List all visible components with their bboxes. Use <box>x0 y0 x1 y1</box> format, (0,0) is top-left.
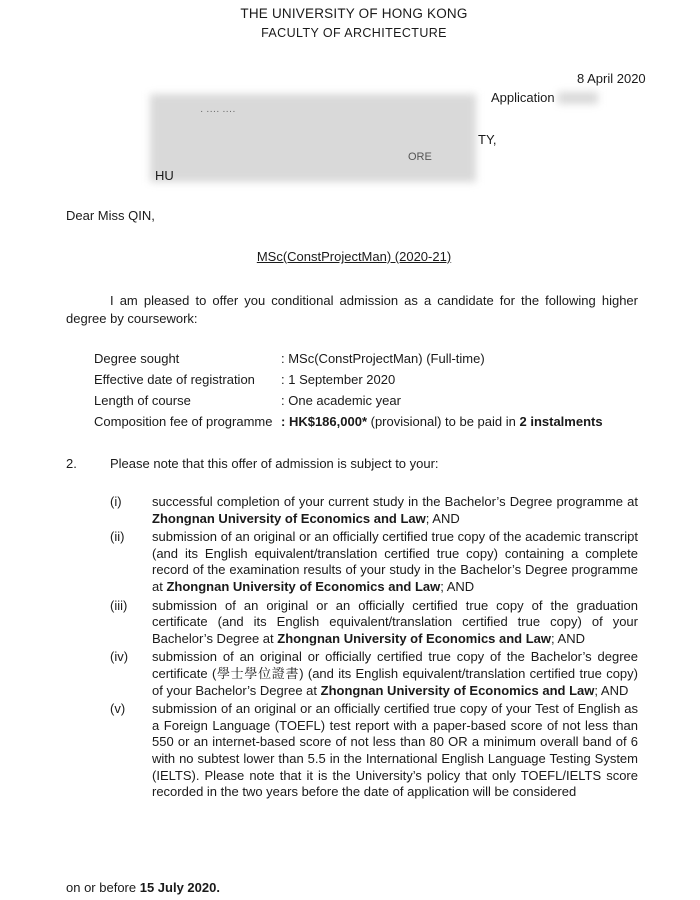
condition-number: (i) <box>110 494 122 509</box>
letter-date: 8 April 2020 <box>577 71 646 86</box>
condition-item <box>110 649 638 699</box>
programme-subject: MSc(ConstProjectMan) (2020-21) <box>256 249 452 264</box>
detail-label-registration: Effective date of registration <box>94 372 255 387</box>
detail-value-registration: : 1 September 2020 <box>281 372 396 387</box>
fee-amount: : HK$186,000* <box>281 414 367 429</box>
condition-item <box>110 529 638 595</box>
condition-suffix: ; AND <box>440 578 475 594</box>
condition-university: Zhongnan University of Economics and Law <box>320 682 595 698</box>
address-fragment-top: · ···· ···· <box>200 106 236 117</box>
condition-item <box>110 598 638 648</box>
detail-label-degree: Degree sought <box>94 351 180 366</box>
condition-item <box>110 701 638 801</box>
address-fragment-hu: HU <box>155 168 174 183</box>
condition-number: (iii) <box>110 597 128 613</box>
condition-text: submission of an original or officially certified true copy of the Bachelor’s degree certificate (學士學位證書) (and its English equivalent/translation certified true copy) of your Bachelor’s Degree at <box>152 649 638 698</box>
condition-text: submission of an original or an officially certified true copy of the graduation certificate (and its English equivalent/translation certified true copy) of your Bachelor’s Degree at <box>152 597 638 646</box>
condition-text: submission of an original or an officially certified true copy of your Test of English as a Foreign Language (TOEFL) test report with a paper-based score of not less than 550 or an internet-based score of not less than 80 OR a minimum overall band of 6 with no subtest lower than 5.5 in the International English Language Testing System (IELTS). Please note that it is the University’s policy that only TOEFL/IELTS score recorded in the two years before the date of application will be considered <box>152 701 638 800</box>
detail-value-degree: : MSc(ConstProjectMan) (Full-time) <box>281 351 485 366</box>
condition-university: Zhongnan University of Economics and Law <box>152 510 426 526</box>
detail-value-fee <box>281 414 603 430</box>
fee-terms: (provisional) to be paid in <box>367 414 520 429</box>
redacted-application-number <box>558 92 598 104</box>
deadline-prefix: on or before <box>66 880 140 895</box>
application-label: Application <box>491 90 555 105</box>
section-2-text: Please note that this offer of admission is subject to your: <box>110 456 439 471</box>
section-2-number: 2. <box>66 456 77 471</box>
deadline-date: 15 July 2020. <box>139 880 220 895</box>
condition-number: (iv) <box>110 649 129 665</box>
intro-paragraph: I am pleased to offer you conditional admission as a candidate for the following higher degree by coursework: <box>66 293 638 326</box>
conditions-list <box>110 494 638 803</box>
faculty-name: FACULTY OF ARCHITECTURE <box>261 26 447 40</box>
detail-value-length: : One academic year <box>281 393 401 408</box>
redacted-address-block <box>150 94 476 182</box>
detail-label-length: Length of course <box>94 393 191 408</box>
detail-label-fee: Composition fee of programme <box>94 414 273 429</box>
condition-suffix: ; AND <box>551 630 585 646</box>
condition-text: submission of an original or an officially certified true copy of the academic transcript (and its English equivalent/translation certified true copy) containing a complete record of the examination results of your study in the Bachelor’s Degree programme at <box>152 529 638 594</box>
condition-text: successful completion of your current study in the Bachelor’s Degree programme at <box>152 494 638 509</box>
deadline-line <box>66 880 220 896</box>
condition-suffix: ; AND <box>594 682 629 698</box>
address-fragment-ty: TY, <box>478 132 497 147</box>
condition-number: (ii) <box>110 529 125 545</box>
fee-instalments: 2 instalments <box>519 414 603 429</box>
condition-item <box>110 494 638 527</box>
salutation: Dear Miss QIN, <box>66 208 155 223</box>
address-fragment-ore: ORE <box>408 151 432 163</box>
condition-university: Zhongnan University of Economics and Law <box>166 578 441 594</box>
condition-number: (v) <box>110 701 126 717</box>
university-name: THE UNIVERSITY OF HONG KONG <box>240 6 468 21</box>
condition-suffix: ; AND <box>425 510 460 526</box>
condition-university: Zhongnan University of Economics and Law <box>277 630 552 646</box>
